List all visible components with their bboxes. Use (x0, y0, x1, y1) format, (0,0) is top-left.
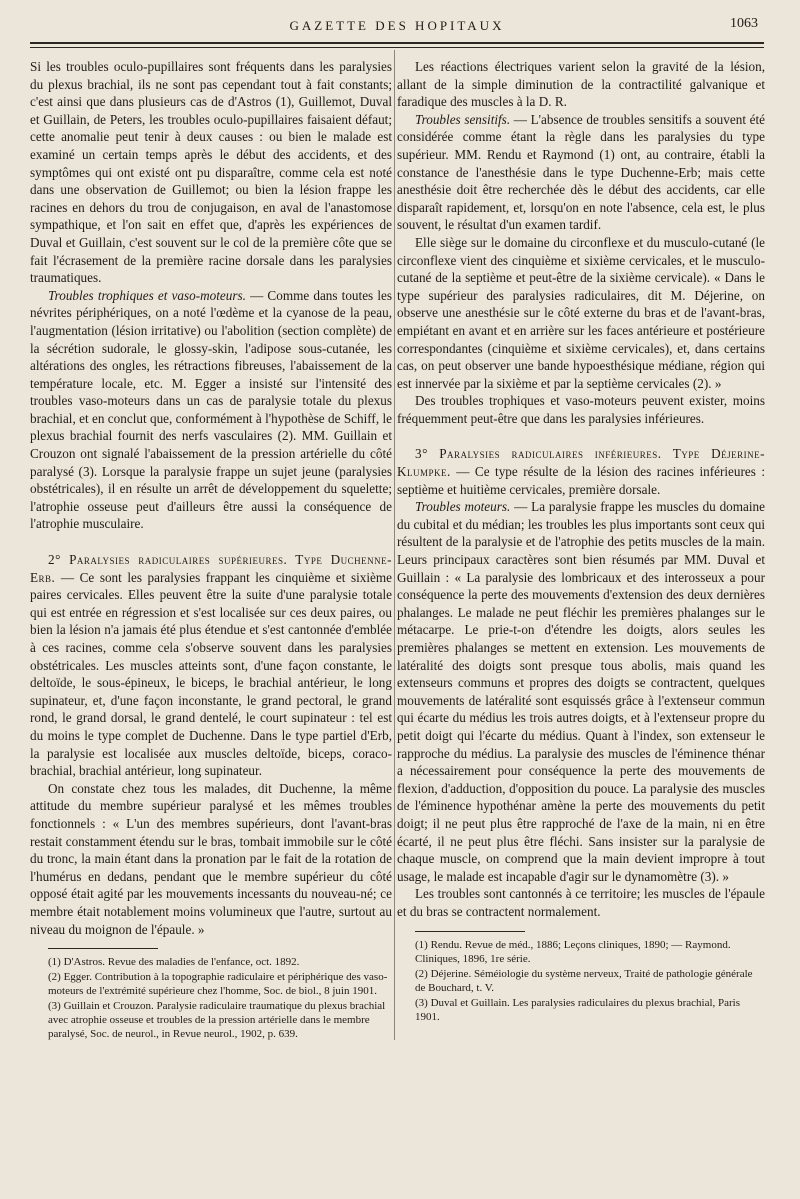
section-heading (30, 551, 392, 780)
paragraph: Les réactions électriques varient selon la gravité de la lésion, allant de la simple diminution de la contractilité galvanique et faradique des muscles à la D. R. (397, 59, 765, 110)
page-header (30, 14, 764, 42)
right-column (397, 58, 765, 1025)
section-body: — Ce type résulte de la lésion des racines inférieures : septième et huitième cervicales, première dorsale. (397, 464, 765, 497)
section-heading (397, 445, 765, 498)
section-title: 2° Paralysies radiculaires supérieures. Type Duchenne-Erb. (30, 552, 392, 585)
paragraph-body: — Comme dans toutes les névrites périphériques, on a noté l'œdème et la cyanose de la peau, l'augmentation (lésion irritative) ou l'abolition (section complète) de la sécrétion sudorale, le glossy-skin, l'adipose sous-cutanée, les altérations des ongles, les rétractions fibreuses, l'abaissement de la température locale, etc. M. Egger a insisté sur l'intensité des troubles vaso-moteurs dans un cas de paralysie totale du plexus brachial, et en conclut que, conformément à l'hypothèse de Schiff, le plexus brachial fournit des nerfs vasculaires (2). MM. Guillain et Crouzon ont signalé l'abaissement de la pression artérielle du côté paralysé (3). Lorsque la paralysie frappe un sujet jeune (paralysies obstétricales), il en résulte un arrêt de développement du squelette; l'atrophie osseuse peut d'ailleurs être aussi la conséquence de l'atrophie musculaire. (30, 287, 392, 532)
paragraph: On constate chez tous les malades, dit Duchenne, la même attitude du membre supérieur paralysé et les mêmes troubles fonctionnels : « L'un des membres supérieurs, dont l'avant-bras restait constamment étendu sur le bras, tombait immobile sur le côté du tronc, la main étant dans la pronation par le fait de la rotation de l'humérus en dedans, pendant que le membre supérieur du côté opposé était agité par les mouvements incessants du nouveau-né; ce membre était notablement moins volumineux que l'autre, surtout au niveau du moignon de l'épaule. » (30, 780, 392, 937)
footnote: (1) D'Astros. Revue des maladies de l'enfance, oct. 1892. (48, 956, 300, 969)
paragraph-body: — L'absence de troubles sensitifs a souvent été considérée comme étant la règle dans les paralysies du type supérieur. MM. Rendu et Raymond (1) ont, au contraire, établi la constance de l'anesthésie dans le type Duchenne-Erb; mais cette anesthésie doit être recherchée dès le début des accidents, car elle disparaît rapidement, et, lorsqu'on en note l'absence, cela est, le plus souvent, le résultat d'un examen tardif. (397, 111, 765, 233)
paragraph-title: Troubles trophiques et vaso-moteurs. (48, 287, 246, 303)
section-body: — Ce sont les paralysies frappant les cinquième et sixième paires cervicales. Elles peuvent être la suite d'une paralysie totale qui est entrée en régression et s'est localisée sur ces deux paires, ou bien la lésion n'a jamais été plus étendue et s'est cantonnée d'emblée à ces racines, comme cela s'observe souvent dans les paralysies obstétricales. Les muscles atteints sont, d'une façon constante, le deltoïde, le sous-épineux, le biceps, le brachial antérieur, le long supinateur, et, d'une façon inconstante, le grand pectoral, le grand rond, le grand dorsal, le grand dentelé, le court supinateur : tel est du moins le type complet de Duchenne. Dans le type partiel d'Erb, la paralysie est localisée aux muscles deltoïde, biceps, coraco-brachial, brachial antérieur, long supinateur. (30, 569, 392, 779)
footnote-rule (48, 948, 158, 949)
paragraph: Les troubles sont cantonnés à ce territoire; les muscles de l'épaule et du bras se contractent normalement. (397, 886, 765, 919)
paragraph: Si les troubles oculo-pupillaires sont fréquents dans les paralysies du plexus brachial, ils ne sont pas cependant tout à fait constants; c'est ainsi que dans plusieurs cas de d'Astros (1), Guillemot, Duval et Guillain, de Peters, les troubles oculo-pupillaires faisaient défaut; cette anomalie peut tenir à deux causes : ou bien le malade est examiné un certain temps après le début des accidents, et des symptômes qui ont existé ont pu disparaître, comme cela est noté dans une observation de Guillemot; ou bien la lésion frappe les racines en dehors du trou de conjugaison, en aval de l'anastomose sympathique, et l'on sait en effet que, d'après les expériences de Duval et Guillain, c'est souvent sur le col de la première côte que se fait l'écrasement de la première racine dorsale dans les paralysies traumatiques. (30, 59, 392, 286)
footnotes (397, 938, 765, 1024)
running-title: GAZETTE DES HOPITAUX (289, 18, 505, 33)
paragraph (30, 287, 392, 533)
page-number: 1063 (730, 16, 758, 31)
column-divider (394, 50, 395, 1040)
paragraph-title: Troubles moteurs. (415, 499, 511, 515)
header-rule (30, 42, 764, 48)
section-title: 3° Paralysies radiculaires inférieures. Type Déjerine-Klumpke. (397, 446, 765, 480)
paragraph (397, 111, 765, 234)
footnote-rule (415, 931, 525, 932)
footnote: (1) Rendu. Revue de méd., 1886; Leçons cliniques, 1890; — Raymond. Cliniques, 1896, 1re série. (415, 938, 731, 965)
footnotes (30, 955, 392, 1041)
footnote: (2) Egger. Contribution à la topographie radiculaire et périphérique des vaso-moteurs de l'extrémité supérieure chez l'homme, Soc. de biol., 8 juin 1901. (48, 971, 388, 998)
paragraph-title: Troubles sensitifs. (415, 111, 511, 127)
footnote: (3) Guillain et Crouzon. Paralysie radiculaire traumatique du plexus brachial avec atrophie osseuse et troubles de la pression artérielle dans le membre paralysé, Soc. de neurol., in Revue neurol., 1902, p. 639. (48, 1000, 386, 1041)
footnote: (3) Duval et Guillain. Les paralysies radiculaires du plexus brachial, Paris 1901. (415, 996, 741, 1023)
paragraph-body: — La paralysie frappe les muscles du domaine du cubital et du médian; les troubles les plus importants sont ceux qui résultent de la paralysie et de l'atrophie des petits muscles de la main. Leurs principaux caractères sont bien résumés par MM. Duval et Guillain : « La paralysie des lombricaux et des interosseux a pour conséquence la perte des mouvements d'extension des deux dernières phalanges. Le malade ne peut fléchir les premières phalanges sur le métacarpe. Le prie-t-on d'étendre les doigts, alors seules les premières phalanges se mettent en extension. Les mouvements de latéralité des doigts sont presque tous abolis, mais quand les extenseurs communs et propres des doigts se contractent, quelques mouvements de latéralité sont esquissés grâce à l'extenseur commun qui écarte du médius les trois autres doigts, et à l'extenseur propre du petit doigt qui l'écarte du médius. Quant à l'index, son extenseur le rapproche du médius. La paralysie des muscles de l'éminence thénar a nécessairement pour conséquence la perte des mouvements de flexion, d'adduction, d'opposition du pouce. La paralysie des muscles de l'éminence hypothénar amène la perte des mouvements du petit doigt; il ne peut plus être rapproché de l'axe de la main, ni en être écarté, il ne peut plus être fléchi. Sans insister sur la paralysie de chaque muscle, on comprend que la main devient impropre à tout usage, le malade est incapable d'agir sur le dynamomètre (3). » (397, 499, 765, 884)
paragraph: Elle siège sur le domaine du circonflexe et du musculo-cutané (le circonflexe vient des cinquième et sixième cervicales, et le musculo-cutané de la septième et peut-être de la sixième cervicale). « Dans le type supérieur des paralysies radiculaires, dit M. Déjerine, on observe une anesthésie sur le côté externe du bras et de l'avant-bras, empiétant en avant et en arrière sur les faces antérieure et postérieure correspondantes (cinquième et sixième cervicales), et, dans certains cas, on peut observer une bande hypoesthésique médiane, région qui est innervée par la sixième et par la septième cervicales (2). » (397, 234, 765, 391)
paragraph: Des troubles trophiques et vaso-moteurs peuvent exister, moins fréquemment peut-être que dans les paralysies inférieures. (397, 393, 765, 426)
left-column (30, 58, 392, 1042)
footnote: (2) Déjerine. Séméiologie du système nerveux, Traité de pathologie générale de Bouchard, t. V. (415, 967, 753, 994)
paragraph (397, 498, 765, 885)
